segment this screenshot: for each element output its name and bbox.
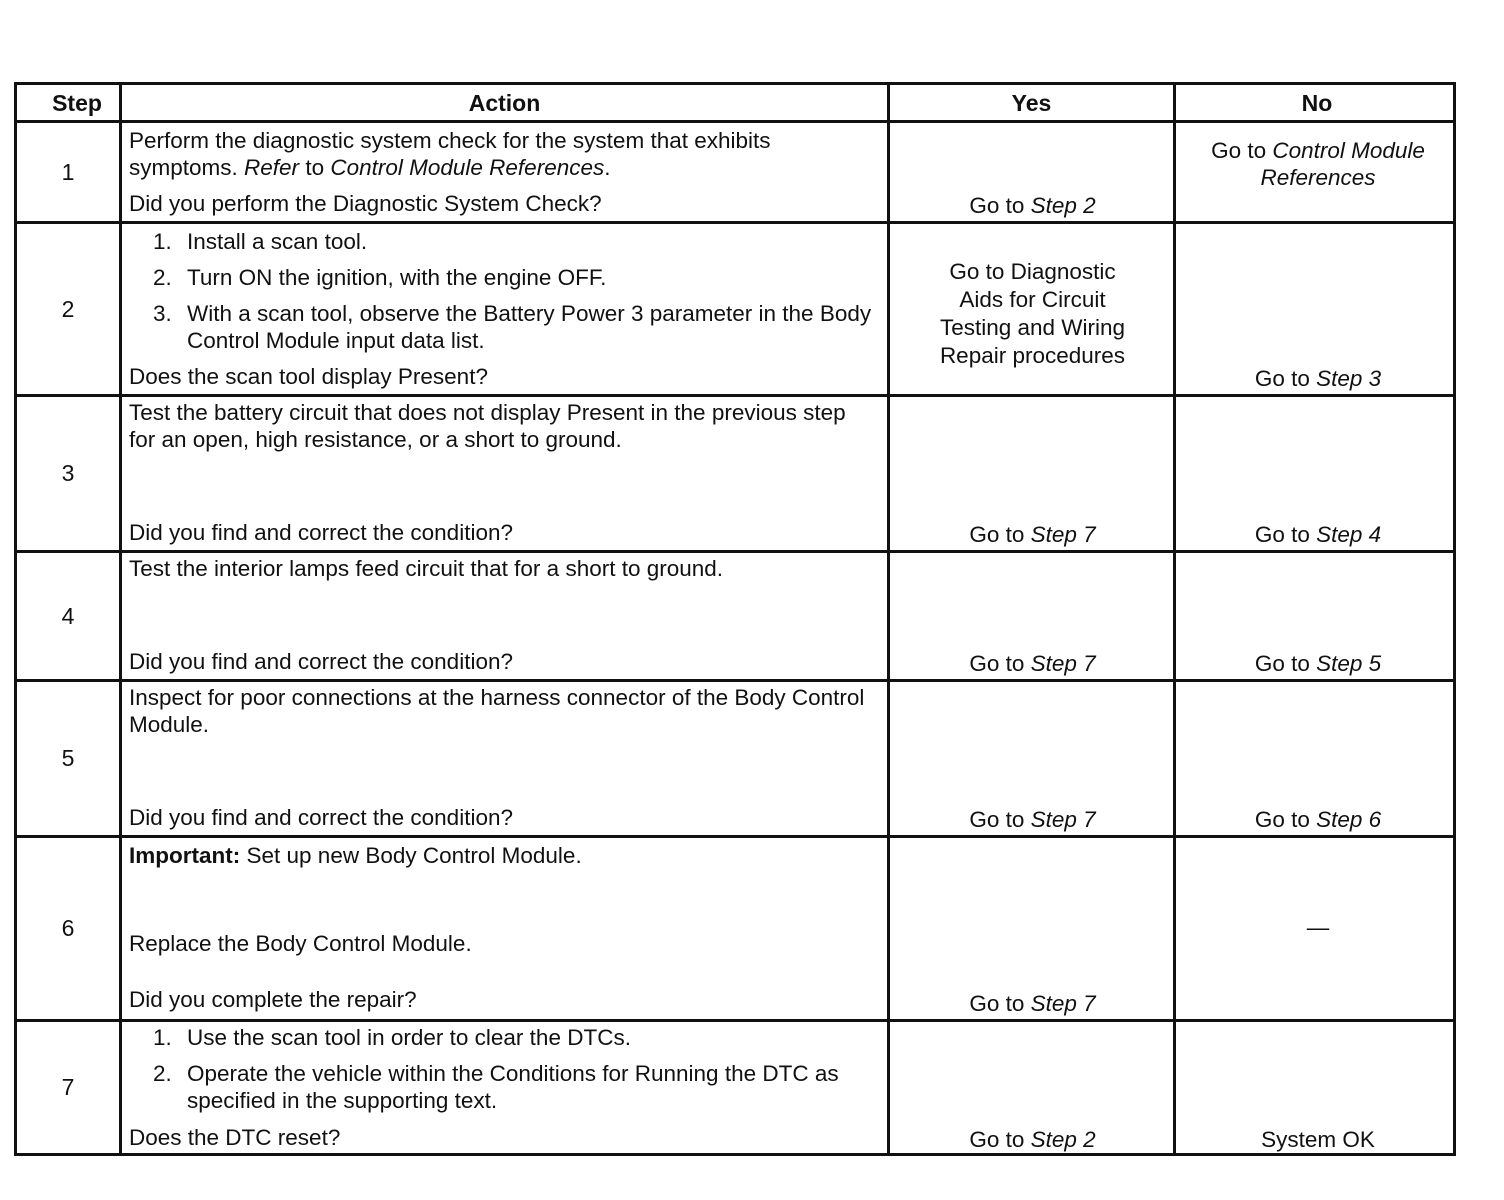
action-question: Did you perform the Diagnostic System Check? [129, 191, 602, 216]
system-ok-text: System OK [1261, 1127, 1375, 1152]
step-link[interactable]: Step 4 [1316, 522, 1382, 547]
step-link[interactable]: Step 2 [1030, 193, 1096, 218]
step-number: 5 [61, 745, 75, 771]
action-question: Does the scan tool display Present? [129, 364, 488, 389]
list-item: 2. Turn ON the ignition, with the engine OFF. [153, 265, 607, 290]
table-row [17, 397, 1453, 550]
step-number: 6 [61, 915, 75, 941]
action-text: Inspect for poor connections at the harness connector of the Body Control Module. [129, 685, 865, 737]
action-cell [129, 1022, 881, 1153]
header-yes: Yes [1011, 89, 1052, 116]
step-number: 7 [61, 1074, 75, 1100]
action-cell [129, 838, 881, 1019]
yes-cell: Go to Step 2 [969, 1127, 1096, 1152]
no-cell: Go to Step 6 [1254, 807, 1382, 832]
important-note: Important: Set up new Body Control Module. [129, 843, 582, 868]
list-item: 1. Install a scan tool. [153, 229, 368, 254]
header-step: Step [52, 89, 102, 116]
step-link[interactable]: Step 7 [1030, 651, 1096, 676]
instruction-list [129, 1024, 881, 1114]
table-row [17, 553, 1453, 679]
procedure-reference[interactable]: Go to Diagnostic Aids for Circuit Testing and Wiring Repair procedures [939, 259, 1126, 368]
step-link[interactable]: Step 7 [1030, 991, 1096, 1016]
no-cell [1178, 838, 1458, 1019]
yes-cell: Go to Step 7 [969, 651, 1096, 676]
action-question: Did you complete the repair? [129, 987, 417, 1012]
table-row [17, 1022, 1453, 1153]
action-cell [129, 224, 881, 394]
list-item: 1. Use the scan tool in order to clear the DTCs. [153, 1025, 631, 1050]
header-action: Action [468, 89, 541, 116]
no-cell: Go to Step 5 [1254, 651, 1382, 676]
step-number: 4 [61, 602, 75, 629]
no-cell: Go to Step 4 [1254, 522, 1382, 547]
action-cell [129, 682, 881, 835]
action-text: Test the battery circuit that does not display Present in the previous step for an open, high resistance, or a short to ground. [129, 400, 846, 452]
step-link[interactable]: Step 6 [1316, 807, 1382, 832]
table-row [17, 838, 1453, 1019]
no-cell: Go to Control Module References [1178, 123, 1458, 221]
step-link[interactable]: Step 7 [1030, 522, 1096, 547]
step-link[interactable]: Step 2 [1030, 1127, 1096, 1152]
action-cell [129, 553, 881, 679]
no-cell [1178, 1022, 1458, 1153]
action-question: Does the DTC reset? [129, 1125, 341, 1150]
action-text: symptoms. Refer to Control Module References. [129, 155, 611, 180]
action-text: Perform the diagnostic system check for the system that exhibits [129, 128, 771, 153]
step-link[interactable]: Step 3 [1316, 366, 1382, 391]
table-row [17, 224, 1453, 394]
yes-cell [890, 224, 1175, 394]
action-text: Replace the Body Control Module. [129, 931, 472, 956]
action-cell [129, 397, 881, 550]
no-cell: Go to Step 3 [1254, 366, 1382, 391]
action-question: Did you find and correct the condition? [129, 649, 513, 674]
yes-cell: Go to Step 7 [969, 807, 1096, 832]
action-question: Did you find and correct the condition? [129, 520, 513, 545]
yes-cell: Go to Step 7 [969, 991, 1096, 1016]
yes-cell: Go to Step 2 [969, 193, 1096, 218]
action-question: Did you find and correct the condition? [129, 805, 513, 830]
diagnostic-table [14, 82, 1456, 1156]
header-no: No [1301, 89, 1333, 116]
step-link[interactable]: Step 7 [1030, 807, 1096, 832]
step-number: 3 [61, 460, 75, 486]
table-row [17, 123, 1453, 221]
table-header [17, 85, 1453, 121]
list-item: 3. With a scan tool, observe the Battery Power 3 parameter in the Body Control Module input data list. [153, 301, 872, 353]
table-row [17, 682, 1453, 835]
step-number: 2 [61, 295, 75, 322]
action-cell [129, 123, 881, 221]
yes-cell: Go to Step 7 [969, 522, 1096, 547]
action-text: Test the interior lamps feed circuit that for a short to ground. [129, 556, 724, 581]
not-applicable-dash: — [1306, 915, 1330, 940]
reference-link[interactable]: Control Module [1272, 138, 1425, 163]
step-number: 1 [61, 158, 75, 185]
reference-link[interactable]: References [1260, 165, 1376, 190]
list-item: 2. Operate the vehicle within the Conditions for Running the DTC as specified in the supporting text. [153, 1061, 839, 1113]
instruction-list [129, 228, 881, 354]
step-link[interactable]: Step 5 [1316, 651, 1382, 676]
